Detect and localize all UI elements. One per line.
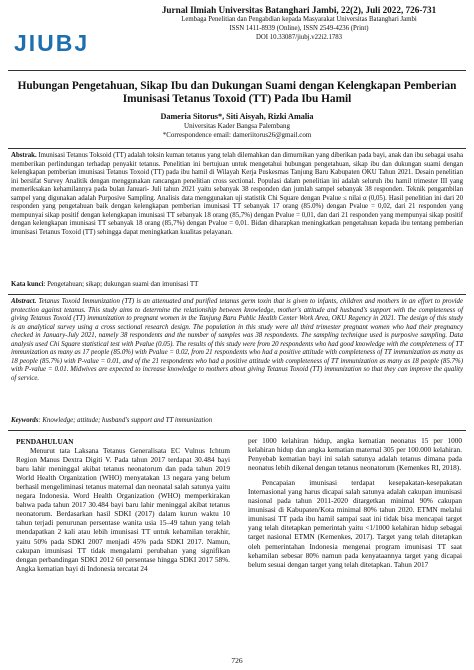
keywords-line bbox=[11, 417, 463, 426]
journal-header bbox=[0, 0, 474, 70]
correspondence-email[interactable]: *Correspondence email: dameriitorus26@gmail.com bbox=[162, 131, 312, 139]
header-divider bbox=[8, 70, 466, 71]
abstract-paragraph bbox=[11, 298, 463, 383]
intro-paragraph-continued: per 1000 kelahiran hidup, angka kematian neonatus 15 per 1000 kelahiran hidup dan angka kematian maternal 305 per 100.000 kelahiran. Penyebab kematian bayi ini salah satunya adalah tetanus dimana pada neonatus lebih dikenal dengan tetanus neonatorum (Kemenkes RI, 2018). bbox=[248, 437, 462, 473]
article-title: Hubungan Pengetahuan, Sikap Ibu dan Dukungan Suami dengan Kelengkapan Pemberian Imunisasi Tetanus Toxoid (TT) Pada Ibu Hamil bbox=[17, 80, 457, 105]
author-names: Dameria Sitorus*, Siti Aisyah, Rizki Amalia bbox=[160, 112, 314, 121]
affiliation: Universitas Kader Bangsa Palembang bbox=[184, 121, 290, 130]
author-block bbox=[8, 112, 466, 141]
right-column bbox=[248, 437, 462, 570]
abstrak-paragraph bbox=[11, 152, 463, 237]
intro-paragraph-1: Menurut tata Laksana Tetanus Generalisata EC Vulnus Ichtum Region Manus Dextra Digiti V. Pada tahun 2017 terdapat 30.484 bayi baru lahir meninggal akibat tetanus neonatorum dan pada tahun 2019 World Health Organization (WHO) menyatakan 13 negara yang belum berhasil mengeliminasi tetanus maternal dan neonatal salah satunya yaitu negara Indonesia. Word Health Organization (WHO) memperkirakan bahwa pada tahun 2017 30.484 bayi baru lahir meninggal akibat tetanus neonatorum. Berdasarkan hasil SDKI (2017) dalam kurun waktu 10 tahun terjadi penurunan persentase wanita usia 15–49 tahun yang telah mendapatkan 2 kali atau lebih imunisasi TT untuk kehamilan terakhir, yaitu 50% pada SDKI 2007 menjadi 45% pada SDKI 2017. Namun, cakupan imunisasi TT tidak mengalami perubahan yang signifikan dengan perbandingan SDKI 2012 60 persentase hingga SDKI 2017 58%. Angka kematian bayi di Indonesia tercatat 24 bbox=[16, 447, 230, 573]
abstract-text: Tetanus Toxoid Immunization (TT) is an attenuated and purified tetanus germ toxin that is given to infants, children and mothers in an effort to provide protection against tetanus. This study aims to determine the relationship between knowledge, mother's attitude and husband's support with the completeness of giving Tetanus Toxoid (TT) immunization to pregnant women in the Tanjung Baru Public Health Center Work Area, OKU Regency in 2021. The design of this study is an analytical survey using a cross sectional research design. The population in this study were all third trimester pregnant women who had their pregnancy checked in January-July 2021, namely 38 respondents and the number of samples was 38 respondents. The sampling technique used is purposive sampling. Data analysis used Chi Square statistical test with Pvalue (0.05). The results of this study were from 20 respondents who had good knowledge with the completeness of TT immunization as many as 17 people (85.0%) with Pvalue = 0.02, from 21 respondents who had a positive attitude with completeness of TT immunization as many as 18 people (85.7%) with P-value = 0.01, and of the 21 respondents who had a positive attitude with completeness of TT immunization as many as 18 people (85.7%) with P-value = 0.01. Midwives are expected to increase knowledge to mothers about giving Tetanus Toxoid (TT) immunization so that they can improve the quality of service. bbox=[11, 298, 463, 382]
abstract-top-divider bbox=[8, 148, 466, 149]
doi[interactable]: DOI 10.33087/jiubj.v22i2.1783 bbox=[255, 34, 343, 41]
journal-citation: Jurnal Ilmiah Universitas Batanghari Jambi, 22(2), Juli 2022, 726-731 bbox=[161, 5, 437, 15]
keywords-label: Keywords bbox=[11, 417, 39, 424]
keywords-text: : Knowledge; attitude; husband's support and TT immunization bbox=[38, 417, 213, 424]
abstrak-label: Abstrak. bbox=[11, 152, 37, 159]
section-heading: PENDAHULUAN bbox=[16, 437, 74, 446]
left-column bbox=[16, 437, 230, 574]
intro-paragraph-2: Pencapaian imunisasi terdapat kesepakatan-kesepakatan Internasional yang harus dicapai salah satunya adalah cakupan imunisasi nasional pada tahun 2011-2020 ditargetkan minimal 90% cakupan imunisasi di Kabupaten/Kota minimal 80% tahun 2020. ETMN melalui imunisasi TT pada ibu hamil sampai saat ini tidak bisa mencapai target yang telah ditetapkan pemerintah yaitu <1/1000 kelahiran hidup sebagai target nasional ETMN (Kemenkes, 2017). Target yang telah ditetapkan oleh pemerintahan Indonesia mengenai program imunisasi TT saat kehamilan sebesar 80% namun pada kenyataannya target yang dicapai belum sesuai dengan target yang telah ditetapkan. Tahun 2017 bbox=[248, 479, 462, 569]
page-number: 726 bbox=[231, 656, 243, 665]
abstract-bottom-divider bbox=[8, 430, 466, 431]
kata-kunci-label: Kata kunci bbox=[11, 281, 44, 288]
publisher: Lembaga Penelitian dan Pengabdian kepada Masyarakat Universitas Batanghari Jambi bbox=[181, 16, 417, 23]
abstract-mid-divider bbox=[8, 294, 466, 295]
kata-kunci-text: : Pengetahuan; sikap; dukungan suami dan imunisasi TT bbox=[43, 281, 199, 288]
abstract-label: Abstract. bbox=[11, 298, 37, 305]
abstrak-text: Imunisasi Tetanus Toksoid (TT) adalah toksin kuman tetanus yang telah dilemahkan dan dimurnikan yang diberikan pada bayi, anak dan ibu sebagai usaha memberikan perlindungan terhadap penyakit tetanus. Penelitian ini bertujuan untuk mengetahui hubungan pengetahuan, sikap ibu dan dukungan suami dengan kelengkapan pemberian imunisasi Tetanus Toxoid (TT) pada ibu hamil di Wilayah Kerja Puskesmas Tanjung Baru Kabupaten OKU Tahun 2021. Desain penelitian ini bersifat Survey Analitik dengan menggunakan rancangan penelitian cross sectional. Populasi dalam penelitian ini adalah seluruh ibu hamil trimester III yang memeriksakan kehamilannya pada bulan Januari- Juli tahun 2021 yaitu sebanyak 38 responden dan jumlah sampel sebanyak 38 responden. Teknik pengambilan sampel yang digunakan adalah Purposive Sampling. Analisis data menggunakan uji statistik Chi Square dengan Pvalue ≤ nilai α (0,05). Hasil penelitian ini dari 20 responden yang pengetahuan baik dengan kelengkapan pemberian imunisasi TT sebanyak 17 orang (85.0%) dengan Pvalue = 0,02, dari 21 responden yang mempunyai sikap positif dengan kelengkapan imunisasi TT sebanyak 18 orang (85,7%) dengan Pvalue = 0,01, dan dari 21 responden yang mempunyai sikap positif dengan kelengkapan imunisasi TT sebanyak 18 orang (85,7%) dengan Pvalue = 0,01. Bidan diharapkan meningkatkan pengetahuan kepada ibu tentang pemberian imunisasi Tetanus Toxoid (TT) sehingga dapat meningkatkan kualitas pelayanan. bbox=[11, 152, 463, 236]
journal-logo: JIUBJ bbox=[14, 30, 90, 56]
journal-info bbox=[134, 6, 464, 42]
issn: ISSN 1411-8939 (Online), ISSN 2549-4236 (Print) bbox=[229, 25, 369, 32]
kata-kunci-line bbox=[11, 281, 463, 290]
